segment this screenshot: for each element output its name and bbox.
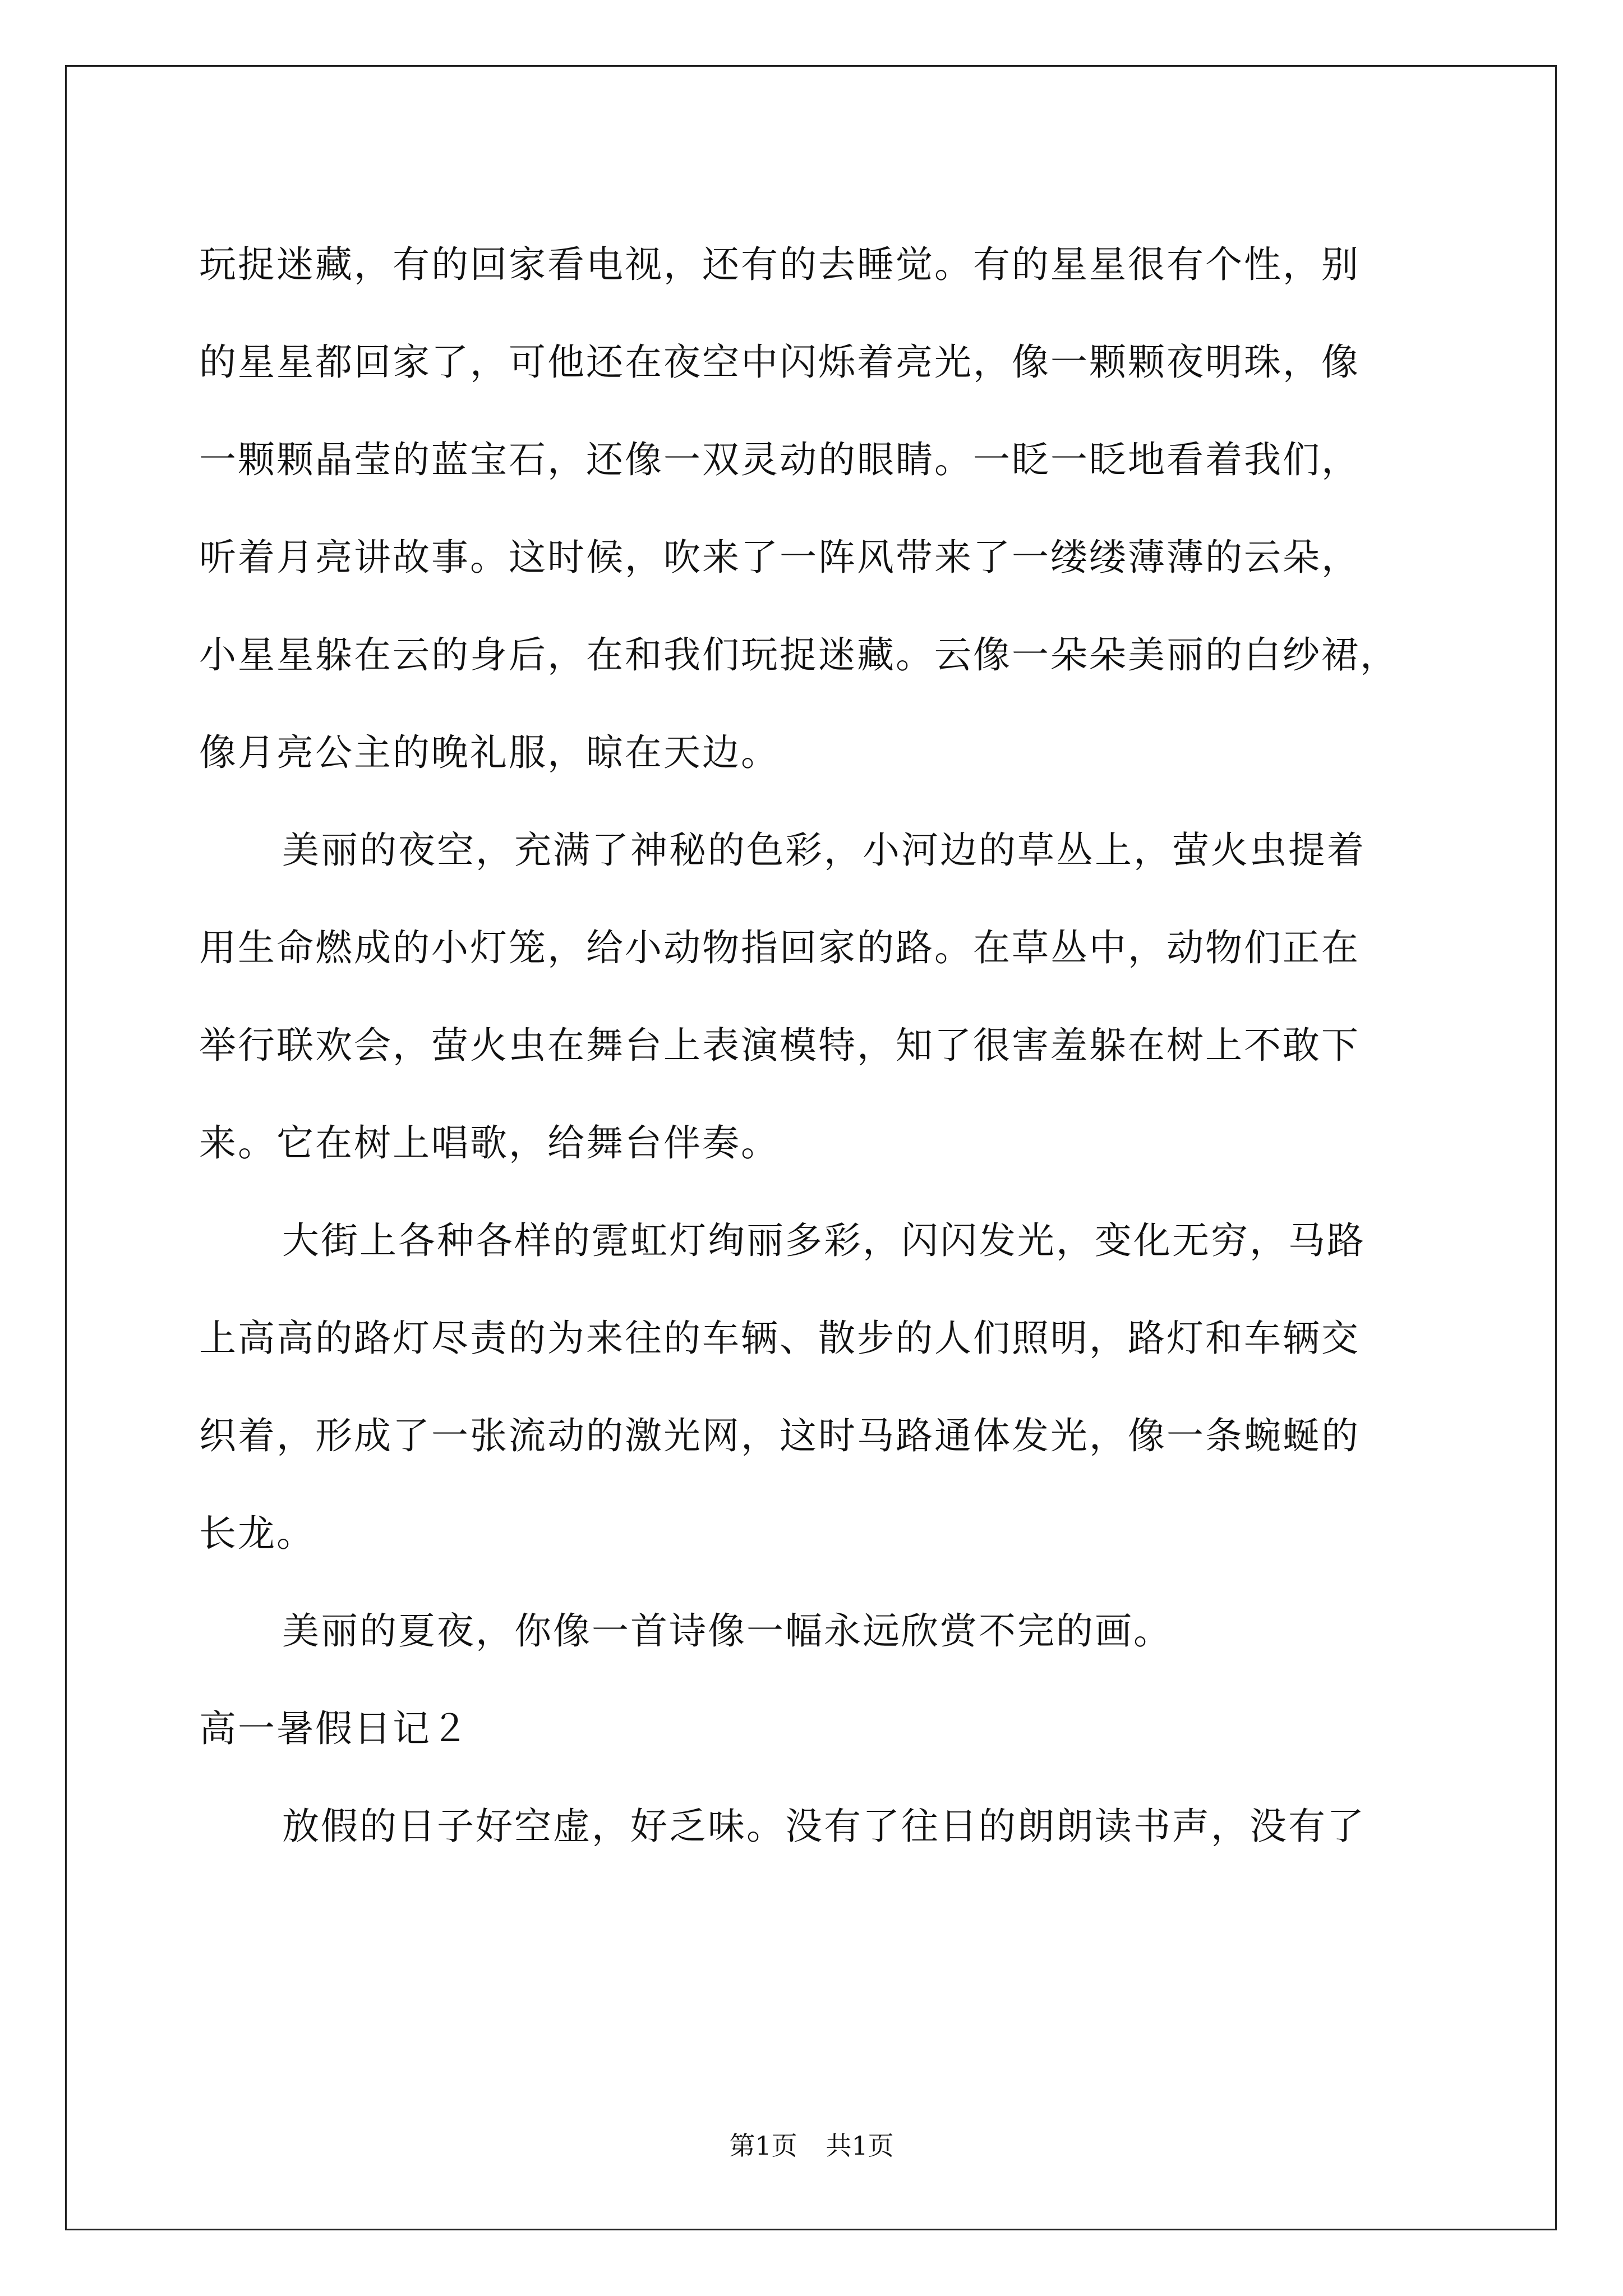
text-line: 上高高的路灯尽责的为来往的车辆、散步的人们照明，路灯和车辆交 <box>199 1317 1360 1360</box>
text-line: 长龙。 <box>199 1512 315 1555</box>
page-total: 共1页 <box>826 2131 894 2161</box>
text-line: 举行联欢会，萤火虫在舞台上表演模特，知了很害羞躲在树上不敢下 <box>199 1024 1360 1067</box>
text-line: 小星星躲在云的身后，在和我们玩捉迷藏。云像一朵朵美丽的白纱裙， <box>199 633 1399 677</box>
text-line: 织着，形成了一张流动的激光网，这时马路通体发光，像一条蜿蜒的 <box>199 1414 1360 1457</box>
text-line: 用生命燃成的小灯笼，给小动物指回家的路。在草丛中，动物们正在 <box>199 926 1360 969</box>
text-line: 一颗颗晶莹的蓝宝石，还像一双灵动的眼睛。一眨一眨地看着我们， <box>199 438 1360 481</box>
paragraph-first-line: 放假的日子好空虚，好乏味。没有了往日的朗朗读书声，没有了 <box>282 1805 1366 1848</box>
document-body <box>199 216 1438 1875</box>
page-number: 第1页 <box>729 2131 797 2161</box>
text-line: 像月亮公主的晚礼服，晾在天边。 <box>199 731 780 774</box>
paragraph-first-line: 大街上各种各样的霓虹灯绚丽多彩，闪闪发光，变化无穷，马路 <box>282 1219 1366 1262</box>
section-heading: 高一暑假日记２ <box>199 1707 470 1750</box>
text-line: 听着月亮讲故事。这时候，吹来了一阵风带来了一缕缕薄薄的云朵， <box>199 536 1360 579</box>
page-footer <box>0 2129 1623 2162</box>
text-line: 来。它在树上唱歌，给舞台伴奏。 <box>199 1121 780 1165</box>
text-line: 玩捉迷藏，有的回家看电视，还有的去睡觉。有的星星很有个性，别 <box>199 243 1360 286</box>
paragraph-first-line: 美丽的夏夜，你像一首诗像一幅永远欣赏不完的画。 <box>282 1609 1172 1653</box>
paragraph-first-line: 美丽的夜空，充满了神秘的色彩，小河边的草丛上，萤火虫提着 <box>282 829 1366 872</box>
text-line: 的星星都回家了，可他还在夜空中闪烁着亮光，像一颗颗夜明珠，像 <box>199 341 1360 384</box>
